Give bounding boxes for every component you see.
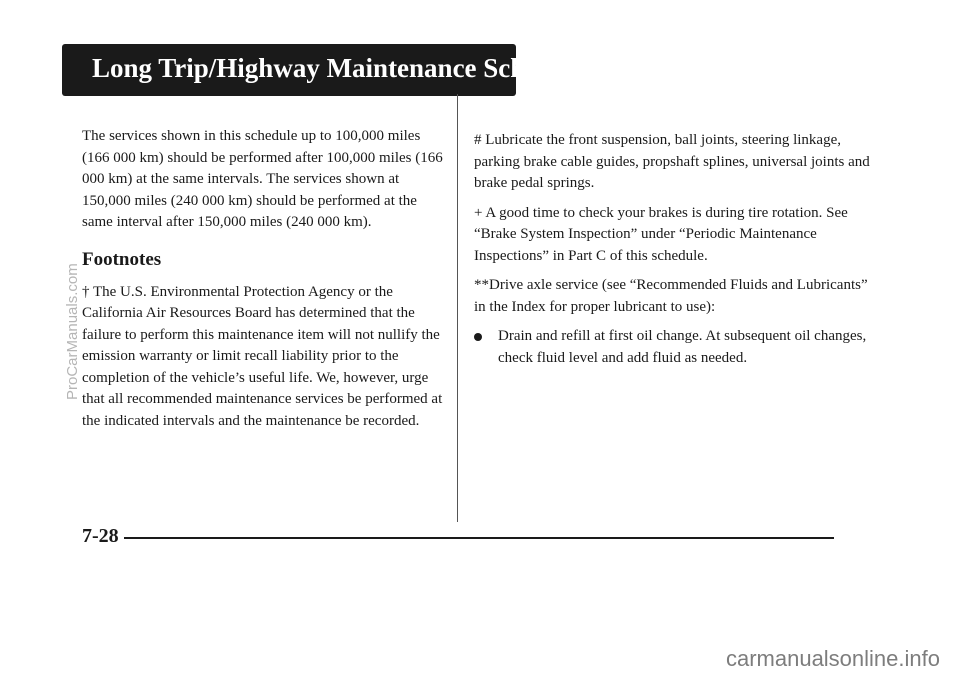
list-item — [474, 326, 874, 369]
watermark-bottom: carmanualsonline.info — [725, 646, 940, 671]
page-number: 7-28 — [82, 525, 119, 547]
page-title: Long Trip/Highway Maintenance Schedule — [92, 53, 587, 83]
list-item-text: Drain and refill at first oil change. At subsequent oil changes, check fluid level and add fluid as needed. — [498, 328, 867, 366]
intro-paragraph: The services shown in this schedule up to 100,000 miles (166 000 km) should be performed after 100,000 miles (166 000 km) at the same intervals. The services shown at 150,000 miles (240 000 km) should be performed at the same interval after 150,000 miles (240 000 km). — [82, 128, 443, 230]
left-column — [82, 126, 448, 440]
column-divider — [457, 94, 458, 522]
right-column — [474, 130, 874, 369]
footnote-dagger: † The U.S. Environmental Protection Agency or the California Air Resources Board has determined that the failure to perform this maintenance item will not nullify the emission warranty or limit recall liability prior to the completion of the vehicle’s useful life. We, however, urge that all recommended maintenance services be performed at the indicated intervals and the maintenance be recorded. — [82, 283, 443, 429]
footnotes-heading: Footnotes — [82, 248, 162, 270]
footnote-plus: + A good time to check your brakes is during tire rotation. See “Brake System Inspection” under “Periodic Maintenance Inspections” in Part C of this schedule. — [474, 204, 848, 264]
footnote-drive-axle: **Drive axle service (see “Recommended Fluids and Lubricants” in the Index for proper lubricant to use): — [474, 277, 868, 315]
bullet-icon — [474, 333, 482, 341]
footnote-hash: # Lubricate the front suspension, ball joints, steering linkage, parking brake cable guides, propshaft splines, universal joints and brake pedal springs. — [474, 132, 870, 191]
watermark-vertical: ProCarManuals.com — [64, 263, 81, 400]
footer-rule — [124, 537, 834, 539]
bullet-list — [474, 326, 874, 369]
